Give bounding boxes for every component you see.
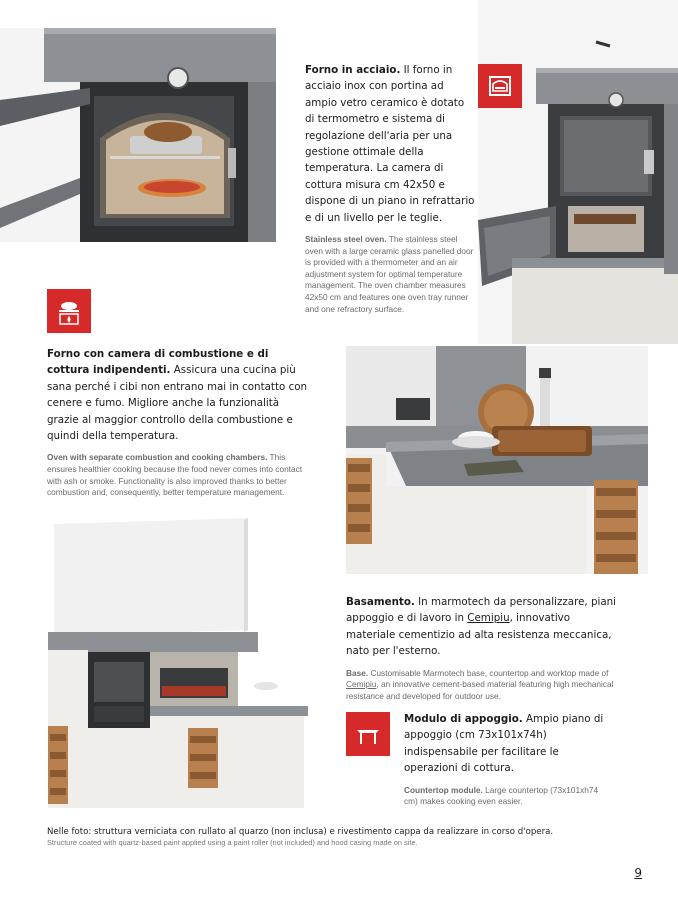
countertop-photo <box>346 346 648 574</box>
caption-en: Structure coated with quartz-based paint applied using a paint roller (not included) and hood casing made on site. <box>47 838 418 847</box>
module-text-it: Modulo di appoggio. Ampio piano di appoggio (cm 73x101x74h) indispensabile per facilitare le operazioni di cottura. <box>404 713 604 775</box>
module-title-it: Modulo di appoggio. <box>404 713 523 725</box>
module-text-en: Countertop module. Large countertop (73x101xh74 cm) makes cooking even easier. <box>404 784 599 807</box>
outdoor-kitchen-photo <box>48 518 308 808</box>
combustion-section <box>47 346 309 499</box>
base-title-en: Base. <box>346 667 369 678</box>
page-number: 9 <box>634 866 642 880</box>
module-title-en: Countertop module. <box>404 784 483 795</box>
roast-flame-icon <box>47 289 91 333</box>
caption-it: Nelle foto: struttura verniciata con rullato al quarzo (non inclusa) e rivestimento cappa da realizzare in corso d'opera. <box>47 827 554 837</box>
oven-closeup-photo <box>0 28 276 242</box>
oven-text-it: Forno in acciaio. Il forno in acciaio inox con portina ad ampio vetro ceramico è dotato di termometro e sistema di regolazione dell'aria per una gestione ottimale della temperatura. La camera di cottura misura cm 42x50 e dispone di un piano in refrattario e di un livello per le teglie. <box>305 64 475 224</box>
oven-icon <box>478 64 522 108</box>
base-text-en: Base. Customisable Marmotech base, countertop and worktop made of Cemipiu, an innovative cement-based material featuring high mechanical resistance and developed for outdoor use. <box>346 667 614 701</box>
combustion-title-it: Forno con camera di combustione e di cottura indipendenti. <box>47 348 269 377</box>
table-icon <box>346 712 390 756</box>
oven-section <box>305 62 475 315</box>
combustion-text-it: Forno con camera di combustione e di cottura indipendenti. Assicura una cucina più sana perché i cibi non entrano mai in contatto con cenere e fumo. Migliore anche la funzionalità grazie al maggior controllo della combustione e quindi della temperatura. <box>47 348 308 443</box>
photo-caption <box>47 826 647 848</box>
oven-title-en: Stainless steel oven. <box>305 234 387 245</box>
base-section <box>346 594 622 702</box>
module-section <box>404 711 610 808</box>
base-title-it: Basamento. <box>346 596 415 608</box>
oven-text-en: Stainless steel oven. The stainless steel oven with a large ceramic glass panelled door is provided with a thermometer and an air adjustment system for optimal temperature management. The oven chamber measures 42x50 cm and features one oven tray runner and one refractory surface. <box>305 234 474 314</box>
oven-open-photo <box>478 0 678 344</box>
oven-title-it: Forno in acciaio. <box>305 64 401 76</box>
combustion-text-en: Oven with separate combustion and cooking chambers. This ensures healthier cooking because the food never comes into contact with ash or smoke. Functionality is also improved thanks to better combustion and, consequently, better temperature management. <box>47 452 303 498</box>
combustion-title-en: Oven with separate combustion and cooking chambers. <box>47 452 268 463</box>
base-text-it: Basamento. In marmotech da personalizzare, piani appoggio e di lavoro in Cemipiu, innovativo materiale cementizio ad alta resistenza meccanica, nato per l'esterno. <box>346 596 617 658</box>
